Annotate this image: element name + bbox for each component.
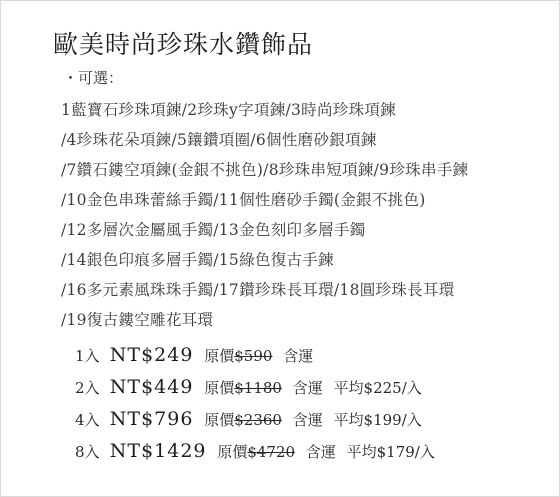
options-line: /7鑽石鏤空項鍊(金銀不挑色)/8珍珠串短項鍊/9珍珠串手鍊 — [61, 161, 469, 179]
page-title: 歐美時尚珍珠水鑽飾品 — [53, 30, 314, 59]
sale-price: NT$249 — [109, 344, 194, 366]
quantity-label: 2入 — [75, 379, 100, 397]
options-line: /4珍珠花朵項鍊/5鑲鑽項圈/6個性磨砂銀項鍊 — [61, 131, 377, 149]
shipping-note: 含運 — [305, 443, 336, 461]
options-list — [61, 95, 468, 335]
options-line: /16多元素風珠珠手鐲/17鑽珍珠長耳環/18圓珍珠長耳環 — [61, 281, 455, 299]
shipping-note: 含運 — [292, 379, 323, 397]
options-line: /14銀色印痕多層手鐲/15綠色復古手鍊 — [61, 251, 334, 269]
original-price: $1180 — [234, 379, 282, 397]
options-line: /10金色串珠蕾絲手鐲/11個性磨砂手鐲(金銀不挑色) — [61, 191, 426, 209]
sale-price: NT$449 — [109, 376, 194, 398]
sale-price: NT$796 — [109, 408, 194, 430]
original-price-label: 原價 — [217, 443, 248, 461]
shipping-note: 含運 — [292, 411, 323, 429]
options-line: /12多層次金屬風手鐲/13金色刻印多層手鐲 — [61, 221, 366, 239]
average-price: 平均$179/入 — [346, 443, 435, 461]
original-price: $4720 — [247, 443, 296, 461]
quantity-label: 8入 — [75, 443, 100, 461]
price-row — [75, 371, 435, 403]
original-price: $590 — [234, 347, 273, 365]
options-line: 1藍寶石珍珠項鍊/2珍珠y字項鍊/3時尚珍珠項鍊 — [61, 101, 396, 119]
original-price-label: 原價 — [204, 347, 235, 365]
quantity-label: 1入 — [75, 347, 100, 365]
options-line: /19復古鏤空雕花耳環 — [61, 311, 214, 329]
average-price: 平均$199/入 — [333, 411, 422, 429]
original-price-label: 原價 — [204, 411, 235, 429]
options-label: ・可選： — [63, 69, 124, 87]
original-price-label: 原價 — [204, 379, 235, 397]
price-row — [75, 435, 435, 467]
original-price: $2360 — [234, 411, 282, 429]
average-price: 平均$225/入 — [333, 379, 422, 397]
sale-price: NT$1429 — [109, 440, 207, 462]
price-row — [75, 339, 435, 371]
price-list — [75, 339, 435, 467]
shipping-note: 含運 — [283, 347, 314, 365]
quantity-label: 4入 — [75, 411, 100, 429]
price-row — [75, 403, 435, 435]
